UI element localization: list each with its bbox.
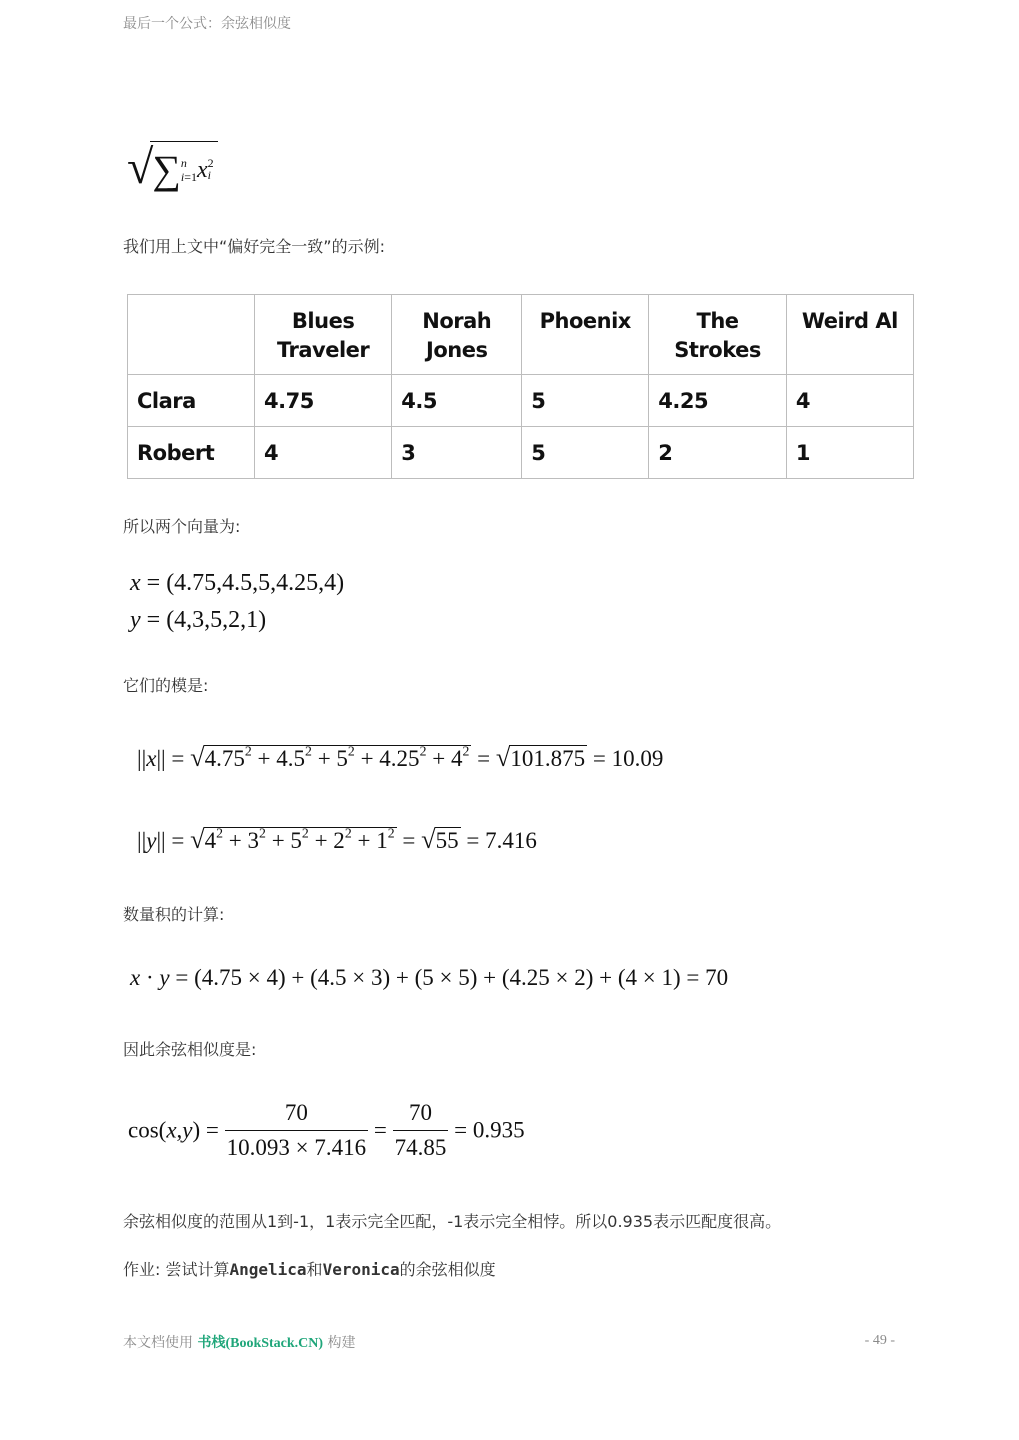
norm-x-formula: $||x|| = √4.75^2 + 4.5^2 + 5^2 + 4.25^2 + 4^2 = √101.875 = 10.09$ [137, 742, 664, 772]
table-cell: 4.25 [649, 375, 787, 427]
footer-brand-link[interactable]: 书栈(BookStack.CN) [197, 1336, 324, 1351]
cosine-intro: 因此余弦相似度是: [123, 1040, 257, 1059]
table-header-cell: Norah Jones [392, 295, 522, 375]
table-row-name: Clara [128, 375, 255, 427]
table-header-row [128, 295, 914, 375]
table-cell: 5 [522, 375, 649, 427]
table-cell: 1 [786, 427, 913, 479]
table-cell: 2 [649, 427, 787, 479]
table-header-cell: The Strokes [649, 295, 787, 375]
table-header-cell: Weird Al [786, 295, 913, 375]
homework-line [123, 1257, 496, 1280]
page-number: - 49 - [864, 1333, 895, 1348]
norm-formula-generic: √∑n i=1x2 i [127, 140, 218, 195]
table-row [128, 375, 914, 427]
footer-credit [123, 1332, 356, 1352]
cosine-formula: cos(x,y) = $\frac{70}{10.093 \times 7.416}$ = $\frac{70}{74.85}$ = 0.935 [128, 1100, 525, 1160]
table-cell: 4 [255, 427, 392, 479]
table-header-cell: Blues Traveler [255, 295, 392, 375]
norms-intro: 它们的模是: [123, 676, 209, 695]
dot-product-formula: x · y = (4.75 × 4) + (4.5 × 3) + (5 × 5) + (4.25 × 2) + (4 × 1) = 70 [130, 965, 729, 990]
example-intro: 我们用上文中“偏好完全一致”的示例: [123, 237, 385, 256]
norm-y-formula: $||y|| = √4^2 + 3^2 + 5^2 + 2^2 + 1^2 = √55 = 7.416$ [137, 824, 537, 854]
footer-prefix: 本文档使用 [123, 1335, 193, 1351]
homework-label: 作业: 尝试计算 [123, 1260, 230, 1279]
table-header-cell [128, 295, 255, 375]
table-cell: 5 [522, 427, 649, 479]
table-cell: 3 [392, 427, 522, 479]
dot-intro: 数量积的计算: [123, 905, 225, 924]
footer-suffix: 构建 [327, 1335, 356, 1351]
vector-y-formula: y = (4,3,5,2,1) [130, 607, 267, 633]
homework-and: 和 [306, 1260, 323, 1279]
table-cell: 4.5 [392, 375, 522, 427]
ratings-table [127, 294, 914, 479]
homework-suffix: 的余弦相似度 [399, 1260, 496, 1279]
vectors-intro: 所以两个向量为: [123, 517, 241, 536]
vector-x-formula: x = (4.75,4.5,5,4.25,4) [130, 570, 345, 596]
table-cell: 4.75 [255, 375, 392, 427]
homework-name1: Angelica [229, 1260, 307, 1279]
homework-name2: Veronica [322, 1260, 400, 1279]
table-row-name: Robert [128, 427, 255, 479]
table-header-cell: Phoenix [522, 295, 649, 375]
running-header: 最后一个公式：余弦相似度 [123, 16, 291, 32]
table-row [128, 427, 914, 479]
table-cell: 4 [786, 375, 913, 427]
range-note: 余弦相似度的范围从1到-1，1表示完全匹配，-1表示完全相悖。所以0.935表示匹配度很高。 [123, 1212, 782, 1231]
